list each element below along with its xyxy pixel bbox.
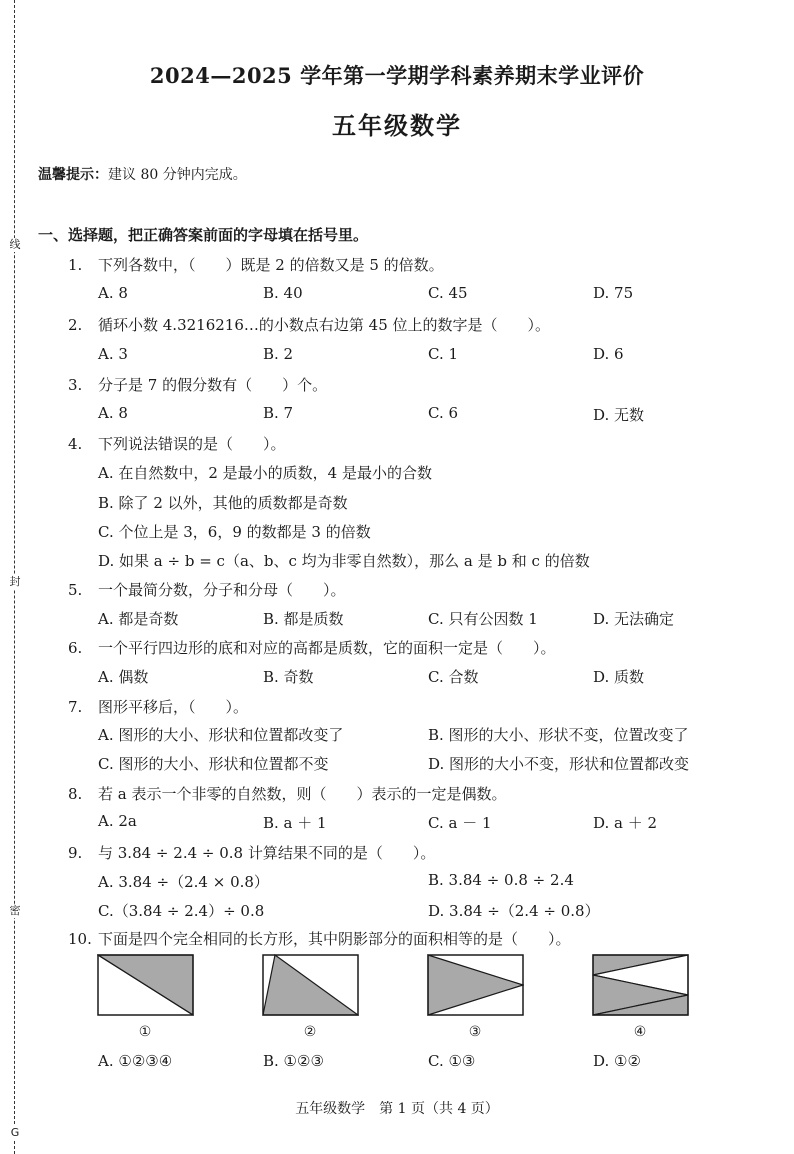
figure-3-rectangle: [427, 954, 524, 1016]
question-7: [68, 696, 248, 717]
figure-4-label: ④: [633, 1024, 647, 1040]
question-number: 7.: [68, 698, 83, 716]
q9-option-a[interactable]: A. 3.84 ÷（2.4 × 0.8）: [98, 873, 269, 891]
q7-option-c[interactable]: C. 图形的大小、形状和位置都不变: [98, 755, 329, 773]
q10-option-b[interactable]: B. ①②③: [263, 1052, 324, 1070]
q2-option-b[interactable]: B. 2: [263, 345, 294, 363]
q3-option-a[interactable]: A. 8: [98, 404, 128, 422]
q6-option-b[interactable]: B. 奇数: [263, 668, 314, 686]
question-number: 1.: [68, 256, 83, 274]
question-4: [68, 433, 286, 454]
question-text: 一个平行四边形的底和对应的高都是质数，它的面积一定是（ ）。: [98, 639, 556, 657]
q4-option-b[interactable]: B. 除了 2 以外，其他的质数都是奇数: [98, 494, 348, 512]
q5-option-b[interactable]: B. 都是质数: [263, 610, 344, 628]
page-footer: 五年级数学 第 1 页（共 4 页）: [295, 1101, 499, 1117]
question-9: [68, 842, 435, 863]
q10-option-c[interactable]: C. ①③: [428, 1052, 476, 1070]
q6-option-d[interactable]: D. 质数: [593, 668, 645, 686]
figure-2-rectangle: [262, 954, 359, 1016]
q5-option-c[interactable]: C. 只有公因数 1: [428, 610, 538, 628]
warm-tip-label: 温馨提示：: [38, 167, 108, 183]
q8-option-d[interactable]: D. a ＋ 2: [593, 814, 658, 832]
section-title: 一、选择题，把正确答案前面的字母填在括号里。: [38, 226, 369, 244]
q8-option-c[interactable]: C. a － 1: [428, 814, 492, 832]
question-3: [68, 374, 327, 395]
q4-option-a[interactable]: A. 在自然数中，2 是最小的质数，4 是最小的合数: [98, 464, 432, 482]
q3-option-b[interactable]: B. 7: [263, 404, 294, 422]
q10-figures: [0, 954, 794, 1016]
binding-char-g: G: [6, 1126, 24, 1140]
figure-1-label: ①: [138, 1024, 152, 1040]
question-5: [68, 579, 346, 600]
question-text: 下列各数中，（ ）既是 2 的倍数又是 5 的倍数。: [98, 256, 444, 274]
question-text: 循环小数 4.3216216…的小数点右边第 45 位上的数字是（ ）。: [98, 316, 551, 334]
warm-tip-text: 建议 80 分钟内完成。: [108, 167, 247, 183]
question-text: 若 a 表示一个非零的自然数，则（ ）表示的一定是偶数。: [98, 785, 507, 803]
q1-option-a[interactable]: A. 8: [98, 284, 128, 302]
question-text: 与 3.84 ÷ 2.4 ÷ 0.8 计算结果不同的是（ ）。: [98, 844, 436, 862]
q8-option-a[interactable]: A. 2a: [98, 812, 137, 830]
q6-option-c[interactable]: C. 合数: [428, 668, 479, 686]
binding-char-xian: 线: [6, 238, 24, 252]
q10-option-a[interactable]: A. ①②③④: [98, 1052, 173, 1070]
q3-option-d[interactable]: D. 无数: [593, 406, 645, 424]
q5-option-a[interactable]: A. 都是奇数: [98, 610, 179, 628]
q6-option-a[interactable]: A. 偶数: [98, 668, 149, 686]
exam-title: 2024—2025 学年第一学期学科素养期末学业评价: [149, 63, 645, 88]
question-text: 图形平移后，（ ）。: [98, 698, 249, 716]
question-1: [68, 254, 444, 275]
figure-1-rectangle: [97, 954, 194, 1016]
q1-option-d[interactable]: D. 75: [593, 284, 634, 302]
q8-option-b[interactable]: B. a ＋ 1: [263, 814, 327, 832]
exam-subtitle: 五年级数学: [332, 111, 462, 140]
question-number: 3.: [68, 376, 83, 394]
q7-option-b[interactable]: B. 图形的大小、形状不变，位置改变了: [428, 726, 689, 744]
figure-4-rectangle: [592, 954, 689, 1016]
q4-option-c[interactable]: C. 个位上是 3，6，9 的数都是 3 的倍数: [98, 523, 371, 541]
question-number: 6.: [68, 639, 83, 657]
q9-option-c[interactable]: C.（3.84 ÷ 2.4）÷ 0.8: [98, 902, 265, 920]
question-number: 10.: [68, 930, 92, 948]
question-8: [68, 783, 506, 804]
binding-char-feng: 封: [6, 575, 24, 589]
q5-option-d[interactable]: D. 无法确定: [593, 610, 675, 628]
warm-tip: [38, 164, 247, 184]
q10-option-d[interactable]: D. ①②: [593, 1052, 641, 1070]
question-text: 分子是 7 的假分数有（ ）个。: [98, 376, 328, 394]
question-number: 9.: [68, 844, 83, 862]
q9-option-d[interactable]: D. 3.84 ÷（2.4 ÷ 0.8）: [428, 902, 600, 920]
question-number: 2.: [68, 316, 83, 334]
q2-option-d[interactable]: D. 6: [593, 345, 624, 363]
question-number: 5.: [68, 581, 83, 599]
q9-option-b[interactable]: B. 3.84 ÷ 0.8 ÷ 2.4: [428, 871, 574, 889]
question-number: 8.: [68, 785, 83, 803]
binding-char-mi: 密: [6, 904, 24, 918]
q4-option-d[interactable]: D. 如果 a ÷ b = c（a、b、c 均为非零自然数），那么 a 是 b 和 c 的倍数: [98, 552, 590, 570]
question-number: 4.: [68, 435, 83, 453]
q1-option-b[interactable]: B. 40: [263, 284, 303, 302]
q7-option-a[interactable]: A. 图形的大小、形状和位置都改变了: [98, 726, 344, 744]
q2-option-a[interactable]: A. 3: [98, 345, 128, 363]
figure-2-label: ②: [303, 1024, 317, 1040]
question-10: [68, 928, 571, 949]
question-text: 一个最简分数，分子和分母（ ）。: [98, 581, 346, 599]
q7-option-d[interactable]: D. 图形的大小不变，形状和位置都改变: [428, 755, 690, 773]
q2-option-c[interactable]: C. 1: [428, 345, 459, 363]
question-2: [68, 314, 550, 335]
question-6: [68, 637, 556, 658]
q3-option-c[interactable]: C. 6: [428, 404, 459, 422]
figure-3-label: ③: [468, 1024, 482, 1040]
question-text: 下列说法错误的是（ ）。: [98, 435, 286, 453]
question-text: 下面是四个完全相同的长方形，其中阴影部分的面积相等的是（ ）。: [98, 930, 571, 948]
q1-option-c[interactable]: C. 45: [428, 284, 468, 302]
